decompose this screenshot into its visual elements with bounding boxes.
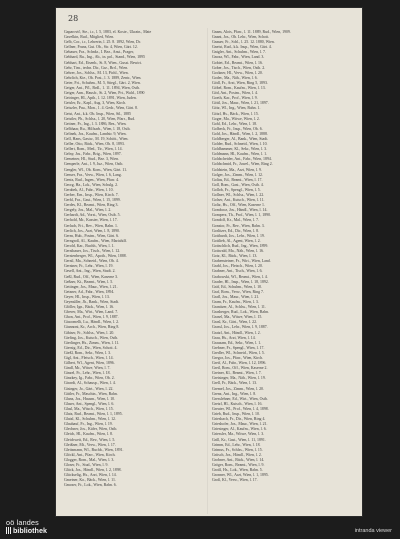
directory-entry: Gresslehner, Ed., Wirt., Wien, Ostb.: [212, 396, 268, 401]
directory-entry: Gombocz, Jos., Händl., Wien, l. 14.: [212, 208, 268, 213]
directory-entry: Goldberger, Al., Bank., Wien, Stadt.: [212, 136, 269, 141]
directory-entry: Giefing, Jos., Kutsch., Wien, Ostb.: [64, 335, 119, 340]
directory-entry: Gräf, Ed., Schuhm., Wien, l. 10.: [212, 284, 263, 289]
directory-entry: Gisinger, Jo., Gärt., Wien, l. 22.: [64, 386, 114, 391]
directory-entry: Gehrlich, Kte., Ob. Post., l. 3. 1889, Zentr., Wien.: [64, 75, 142, 80]
directory-entry: Geistler, Ph., Schlsz., l. 20, Wien, Pfarr., Rud.: [64, 116, 136, 121]
directory-entry: Germ, Hub., Postm., Wien, Gärt. 6.: [64, 233, 119, 238]
directory-entry: Genser, Fra., Verw., Wien, l. 6, Lang.: [64, 172, 122, 177]
directory-entry: Gehrer, Jos., Schlss., M. 13, Pichl., Wien.: [64, 70, 129, 75]
directory-entry: Geier, Fri., Schuhm., M. 5, Stiegl., Gärt. 2, Wien.: [64, 80, 141, 85]
directory-entry: Gleißner, Mt., Verw., Wien, l. 17.: [64, 442, 116, 447]
directory-entry: Gratzl, Ant., Händl., Wien, l. 2.: [212, 330, 261, 335]
directory-entry: Giersig, Ed., Dir., Wien, Schott. 4.: [64, 345, 118, 350]
directory-entry: Greil, Rom., Off., Wien, Kaserne 2.: [212, 366, 268, 371]
directory-entry: Götzl, Hs., Bäck., Wien, l. 15.: [212, 111, 259, 116]
directory-entry: Grau, Hs., Arzt, Wien, l. 14.: [212, 335, 256, 340]
directory-entry: Grabner, Ant., Tisch., Wien, l. 6.: [212, 269, 263, 274]
directory-entry: Gerlich, Jos., Arzt, Wien, l. 8, 1890.: [64, 228, 120, 233]
directory-entry: Glatzl, Kl., Schuhm., Wien, l. 12.: [64, 417, 116, 422]
directory-entry: Gerngroß, Al., Kaufm., Wien, Mariahilf.: [64, 238, 127, 243]
directory-entry: Grabowski, Wl., Beamt., Wien, l. 4.: [212, 274, 268, 279]
directory-entry: Gram, Fr., Kaufm., Wien, l. 3.: [212, 299, 259, 304]
directory-entry: Gröger, Rom., Beamt., Wien, l. 9.: [212, 462, 265, 467]
directory-entry: Grasl, Kr., Gärt., Wien, l. 22.: [212, 320, 258, 325]
directory-entry: Gelbhaar, Ru., Hilfsarb., Wien, l. 18, Ostb.: [64, 126, 131, 131]
directory-entry: Grasel, Ma., Witwe, Wien, l. 15.: [212, 315, 263, 320]
directory-entry: Gebauer, Fra., Schnkr., I. Bez., Anst., Prager,: [64, 50, 135, 55]
directory-entry: Grieshofer, Jos., Maur., Wien, l. 21.: [212, 422, 268, 427]
directory-entry: Glogger, Rom., Mal., Wien, l. 3.: [64, 457, 115, 462]
directory-entry: Gregor, Jos., Pfarr., Wien, Kirch.: [212, 356, 264, 360]
directory-entry: Gerstl, Ma., Schneid., Wien, Ob. 4.: [64, 259, 119, 264]
directory-entry: Glück, Jos., Händl., Wien, l. 2, 1898.: [64, 468, 122, 473]
directory-entry: Grenz, Ant., Ing., Wien, l. 8.: [212, 391, 257, 396]
directory-entry: Gottschlich, Rud., Ing., Wien, 1899.: [212, 243, 269, 248]
directory-entry: Girardi, Al., Schausp., Wien, l. 4.: [64, 381, 116, 386]
directory-entry: Gemperle, Ant., l. 9, Juz., Wien, Ostb.: [64, 162, 124, 167]
directory-entry: Gold, Jos., Händl., Wien, l. 2, 1888.: [212, 131, 268, 136]
directory-entry: Gellner, Franz, Gut. Ob., Str. 4, Wien, Gärt. 12.: [64, 45, 138, 50]
directory-entry: Grimm, Ed., Lehr., Wien, l. 18.: [212, 442, 261, 447]
directory-entry: Grieb, Rud., Insp., Wien, l. 10.: [212, 412, 260, 417]
directory-entry: Gottwald, Ma., Näh., Wien, l. 16.: [212, 249, 264, 254]
directory-entry: Gfrerer, Ma., Wirt., Wien, Land. 7.: [64, 310, 119, 315]
directory-entry: Gilbert, Wl., Agent, Wien, 1896.: [64, 361, 115, 366]
logo-bars-icon: [6, 527, 12, 534]
directory-entry: Gebhard, Ru., Ing., Ab., in. pol., Stand., Wien, 1895: [64, 55, 145, 60]
directory-entry: Grell, Fr., Bäck., Wien, l. 13.: [212, 381, 258, 386]
directory-entry: Gretzl, Hl., Kutsch., Wien, l. 16.: [212, 401, 263, 406]
directory-entry: Gell, Hans, Gastw., M. 19, Schött., Wien.: [64, 136, 129, 141]
directory-entry: Gellert, Rom., Med., Tir., Wien, l. 14.: [64, 147, 123, 152]
directory-entry: Goldscheider, Ant., Fabr., Wien, 1894.: [212, 157, 272, 162]
directory-entry: Glaser, Ant., Spengl., Wien, l. 6.: [64, 401, 115, 406]
directory-entry: Geyer, Hl., Insp., Wien, l. 13.: [64, 294, 110, 299]
directory-entry: Gomperz, Th., Prof., Wien, l. 1, 1890.: [212, 213, 272, 218]
directory-entry: Geist, Ant., k.k. Ob. Insp., Wien, Stl., 1885: [64, 111, 131, 116]
directory-entry: Geiringer, Hl., Apth., l. 12. 1891, Wien, Juden.: [64, 96, 137, 101]
directory-entry: Glaubauf, Fr., Ing., Wien, l. 19.: [64, 422, 113, 427]
directory-entry: Golser, Ant., Kutsch., Wien, l. 11.: [212, 198, 265, 203]
directory-entry: Getzner, Ad., Fabr., Wien, 1894.: [64, 289, 115, 294]
directory-entry: Gerold, Kar., Buchh., Wien, l. 1.: [64, 243, 115, 248]
logo-line-2-text: bibliothek: [13, 525, 47, 535]
directory-entry: Gerstbauer, Jos., Tisch., Wien, l. 12.: [64, 249, 121, 254]
directory-entry: Gonsior, Fr., Rev., Wien, Bahn. 3.: [212, 223, 265, 228]
directory-entry: Golias, Ed., Beamt., Wien, l. 17.: [212, 177, 263, 182]
directory-entry: Gredler, Wl., Schneid., Wien, l. 5.: [212, 350, 265, 355]
directory-entry: Giannoni, Kr., Arch., Wien, Ring 8.: [64, 325, 120, 330]
library-logo[interactable]: [6, 519, 47, 534]
directory-entry: Ginzkey, Ig., Fabr., Wien, Ob. 2.: [64, 376, 115, 381]
directory-entry: Gnam, Alois, Pfarr., l. 11. 1889, Rud., Wien, 1909.: [212, 30, 291, 34]
page-number: 28: [68, 14, 79, 23]
directory-entry: Gobiet, Ed., Beamt., Wien, l. 16.: [212, 60, 263, 65]
directory-entry: Golder, Rud., Schneid., Wien, l. 10.: [212, 142, 268, 147]
directory-entry: Geller, Otto, Bäck., Wien, Ob. 8, 1893.: [64, 142, 125, 147]
logo-line-1: oö landes: [6, 518, 39, 527]
directory-entry: Gentz, Rud., Ingen., Wien, Pfarr. 4.: [64, 177, 119, 182]
directory-entry: Goger, Ma., Witwe, Wien, l. 2.: [212, 116, 260, 121]
directory-entry: Gremel, Jos., Zimm., Wien, l. 20.: [212, 386, 264, 391]
directory-entry: Gollner, Wl., Schlss., Wien, l. 22.: [212, 193, 265, 197]
directory-entry: Groß, Kl., Verw., Wien, l. 17.: [212, 478, 258, 483]
directory-entry: Ginzel, Fr., Lehr., Wien, l. 18.: [64, 371, 111, 376]
directory-entry: Gittler, Fr., Maschin., Wien, Bahn.: [64, 391, 118, 396]
directory-entry: Gergely, Jos., Mal., Wien, l. 2.: [64, 208, 112, 213]
directory-entry: Gnosa, Wl., Fabr., Wien, Land. 3.: [212, 55, 265, 60]
directory-entry: Gockner, Hl., Verw., Wien, l. 20.: [212, 70, 263, 75]
directory-entry: Greif, Al., Fabr., Wien, l. 12, 1896.: [212, 361, 267, 366]
directory-entry: Griesinger, Al., Kaufm., Wien, l. 6.: [212, 427, 267, 432]
directory-entry: Gollob, Fr., Spengl., Wien, l. 5.: [212, 187, 261, 192]
directory-entry: Gmoser, Fr., Lok., Wien, Bahn. 6.: [64, 483, 117, 488]
directory-entry: Golbeck, Fr., Insp., Wien, Ob. 6.: [212, 126, 263, 131]
directory-entry: Geitner, Fr., Ing., l. 3. 1886, Bez., Wien.: [64, 121, 127, 126]
directory-entry: Grebner, Fr., Spengl., Wien, l. 17.: [212, 345, 265, 350]
directory-entry: Gigl, Ant., Fleisch., Wien, l. 14.: [64, 356, 114, 360]
directory-entry: Grasberger, Rud., Lok., Wien, Bahn.: [212, 310, 269, 315]
directory-entry: Glechner, Jos., Küfer, Wien, Ostb.: [64, 427, 118, 432]
directory-entry: Giacomelli, Lu., Händl., Wien, l. 2.: [64, 320, 119, 325]
directory-entry: Gloser, Fr., Stud., Wien, l. 9.: [64, 462, 109, 467]
directory-entry: Gondolf, Kr., Mal., Wien, l. 7.: [212, 218, 259, 223]
directory-entry: Greuter, Wl., Prof., Wien, l. 4, 1898.: [212, 406, 269, 411]
directory-entry: Gnauer, Fr., Schl., l. 25. 12. 1880, Wien.: [212, 40, 275, 45]
directory-entry: Gemeiner, Hl., Stud., Bez. 3, Wien.: [64, 157, 120, 162]
directory-entry: Göttl, Jos., Maur., Wien, l. 21, 1897.: [212, 101, 269, 106]
directory-entry: Gödl, Fr., Arzt, Wien, Ring 5, 1893.: [212, 80, 268, 85]
directory-entry: Gerhold, Mr., Kassier, Wien, l. 17.: [64, 218, 118, 223]
directory-entry: Grabl, Jos., Fleisch., Wien, l. 20.: [212, 264, 263, 269]
directory-entry: Grimus, Fr., Schlss., Wien, l. 15.: [212, 447, 263, 452]
directory-entry: Gottlieb, Al., Agent, Wien, l. 2.: [212, 238, 261, 243]
directory-entry: Gotthardt, Jos., Lehr., Wien, l. 19.: [212, 233, 265, 238]
directory-entry: Gleichweit, Ed., Rev., Wien, l. 5.: [64, 437, 116, 442]
directory-entry: Gaparovič, Šte., i.r., l. 5, 1883, el. Koste., Ukrain., Mate: [64, 30, 152, 34]
directory-entry: Geiszler, Pau., Mon., 1. 4. Gedr., Wien, Gärt. 8.: [64, 106, 138, 111]
directory-entry: Grabensteiner, Fr., Wirt., Wien, Land.: [212, 259, 271, 264]
directory-entry: Grader, Hl., Insp., Wien, l. 18, 1892.: [212, 279, 269, 284]
directory-entry: Gelb, Cor., i.r., Lehrerin, l. 25. 8. 1892, Wien, Dr.: [64, 40, 141, 45]
column-divider: [207, 28, 208, 514]
directory-entry: Georg, Ha., Lok., Wien, Schulg. 2.: [64, 182, 119, 187]
directory-entry: Geßl, Rud., Off., Wien, Kaserne 3.: [64, 274, 118, 279]
directory-entry: Gibiser, Fr., Schlss., Wien, l. 20.: [64, 330, 115, 335]
directory-entry: Grill, Kr., Gast., Wien, l. 11, 1891.: [212, 437, 266, 442]
directory-entry: Gelinek, Jos., Kaufm., Landstr. 9, Wien.: [64, 131, 127, 136]
left-column: [64, 30, 206, 488]
directory-entry: Gelny, Jos., Fabr., Brig., Wien, 1897.: [64, 152, 122, 157]
directory-entry: Geßner, Kt., Beamt., Wien, l. 5.: [64, 279, 114, 284]
directory-entry: Grausam, Ed., Sekr., Wien, l. 1.: [212, 340, 262, 345]
directory-entry: Gerbl, Fra., Gast., Wien, l. 15, 1899.: [64, 198, 121, 203]
directory-entry: Goldschmid, Fr., Juwel., Wien, Ring 2.: [212, 162, 273, 167]
directory-entry: Gronner, Wl., Arzt, Wien, l. 1, 1895.: [212, 473, 269, 478]
directory-entry: Götz, Wl., Ing., Wien, Bahn. 1.: [212, 106, 261, 111]
directory-entry: Gierlinger, Hs., Zimm., Wien, l. 11.: [64, 340, 120, 345]
directory-entry: Grafl, Jos., Maur., Wien, l. 21.: [212, 294, 260, 299]
directory-entry: Gerdes, Kl., Beamt., Wien, Ring 3.: [64, 203, 119, 208]
logo-line-2: [6, 527, 47, 535]
directory-entry: Geiger, Ant., Pfl., Brdl., 1. 11. 1894, Wien, Ostb.: [64, 86, 140, 91]
right-column: [212, 30, 354, 483]
directory-entry: Göbel, Rom., Kaufm., Wien, l. 13.: [212, 86, 266, 91]
directory-entry: Gmeiner, Ko., Bäck., Wien, l. 11.: [64, 478, 116, 483]
directory-entry: Gerlach, Fri., Rev., Wien, Bahn. 1.: [64, 223, 118, 228]
directory-entry: Ghon, Ant., Prof., Wien, l. 9, 1887.: [64, 315, 119, 320]
directory-entry: Gorlitzer, Ed., Dir., Wien, l. 8.: [212, 228, 260, 233]
directory-entry: Griessler, Ma., Witwe, Wien, l. 3.: [212, 432, 265, 437]
directory-entry: Geisler, Er., Kapl., Aug. 3, Wien, Kirch.: [64, 101, 127, 106]
directory-entry: Gavelkin, Rud., Mitglied, Wien.: [64, 35, 115, 40]
viewer-label[interactable]: intranda viewer: [354, 528, 392, 534]
directory-entry: Glatz, Rud., Beamt., Wien, l. 1, 1895.: [64, 412, 123, 417]
directory-entry: Greiner, Kl., Beamt., Wien, l. 7.: [212, 371, 262, 376]
directory-entry: Gerber, Ern., Insp., Wien, Kirch. 7.: [64, 193, 119, 197]
document-page: [56, 8, 362, 516]
directory-entry: Gettinger, Jos., Maur., Wien, l. 21.: [64, 284, 118, 289]
directory-entry: Gneist, Rud., k.k. Insp., Wien, Gärt. 4.: [212, 45, 272, 50]
directory-entry: Graf, Rom., Verw., Wien, Ring 7.: [212, 289, 264, 294]
directory-entry: Groiß, Hs., Lok., Wien, Bahn. 5.: [212, 468, 263, 473]
directory-entry: Gotz, Kl., Bäck., Wien, l. 13.: [212, 254, 258, 259]
directory-entry: Gerstenberger, Wl., Apoth., Wien, 1888.: [64, 254, 127, 259]
directory-entry: Gerstner, Fr., Lehr., Wien, l. 19.: [64, 264, 114, 269]
directory-entry: Gober, Jos., Tisch., Wien, Ostb. 2.: [212, 65, 266, 70]
directory-entry: Gföller, Ign., Bäck., Wien, l. 16.: [64, 305, 115, 310]
directory-entry: Grassl, Jos., Lehr., Wien, l. 9, 1887.: [212, 325, 268, 330]
directory-entry: Gleitsmann, Wl., Buchb., Wien, 1891.: [64, 447, 124, 452]
directory-entry: Gerabek, Al., Fabr., Wien, l. 10.: [64, 187, 114, 192]
directory-entry: Geiger, Ann., Hausfr., St. 2, Wien, Prt., Wald., 1890: [64, 91, 145, 96]
directory-entry: Gebhart, Ed., Eisenb., St. 8, Wien., Gusst. Bewirt.: [64, 60, 142, 65]
directory-entry: Goldmann, Hl., Kaufm., Wien, l. 1.: [212, 152, 267, 157]
directory-entry: Göd, Ant., Postm., Wien, l. 4.: [212, 91, 258, 96]
directory-entry: Goldhammer, Kl., Sekr., Wien, l. 3.: [212, 147, 268, 152]
directory-entry: Gnant, Jos., Ob. Lehr., Wien, Schott.: [212, 35, 270, 40]
directory-entry: Goeth, Kar., Prof., Wien, l. 9.: [212, 96, 258, 101]
directory-entry: Goll, Rom., Gast., Wien, Ostb. 4.: [212, 182, 264, 187]
directory-entry: Gerhardt, Ad., Vorst., Wien, Ostb. 5.: [64, 213, 121, 218]
directory-entry: Gritsch, Jos., Händl., Wien, l. 2.: [212, 452, 262, 457]
directory-entry: Gleich, Hl., Kaufm., Wien, l. 8.: [64, 432, 113, 437]
directory-entry: Gesell, Ant., Ing., Wien, Stadt. 2.: [64, 269, 116, 274]
directory-entry: Glanz, Jos., Hausm., Wien, l. 10.: [64, 396, 116, 401]
directory-entry: Granitzer, Al., Schlss., Wien, l. 11.: [212, 305, 266, 310]
directory-entry: Gnigler, Ant., Schuhm., Wien, l. 7.: [212, 50, 266, 55]
directory-entry: Geymüller, Jh., Bank., Wien, Stadt.: [64, 299, 120, 304]
directory-entry: Grobner, Ant., Bäck., Wien, l. 14.: [212, 457, 265, 462]
directory-entry: Gehr, Tim., techn. Dir., Grz., Brrl., Wien.: [64, 65, 129, 70]
directory-entry: Gengler, Wl., Ob. Kom., Wien, Gärt. 11.: [64, 167, 128, 172]
directory-entry: Golger, Jos., Zimm., Wien, l. 12.: [212, 172, 263, 177]
directory-entry: Goldstein, Ma., Arzt, Wien, l. 9.: [212, 167, 262, 172]
directory-entry: Gohl, Ed., Lehr., Wien, l. 18.: [212, 121, 258, 126]
directory-entry: Glasl, Ma., Wäsch., Wien, l. 15.: [64, 406, 114, 411]
directory-entry: Griesbach, Fr., Dir., Wien, Ring 4.: [212, 417, 266, 422]
directory-entry: Gindl, Mr., Witwe, Wien, l. 7.: [64, 366, 111, 371]
directory-entry: Glöckl, Ant., Pfarr., Wien, Kirch.: [64, 452, 116, 457]
directory-entry: Godec, Ma., Näh., Wien, l. 6.: [212, 75, 258, 80]
directory-entry: Gießl, Rom., Sekr., Wien, l. 3.: [64, 350, 111, 355]
directory-entry: Greisinger, Ma., Näh., Wien, l. 19.: [212, 376, 266, 381]
directory-entry: Glückselig, Hs., Arzt, Wien, l. 14.: [64, 473, 117, 478]
directory-entry: Goltz, Hs., Off., Wien, Kaserne 1.: [212, 203, 265, 208]
